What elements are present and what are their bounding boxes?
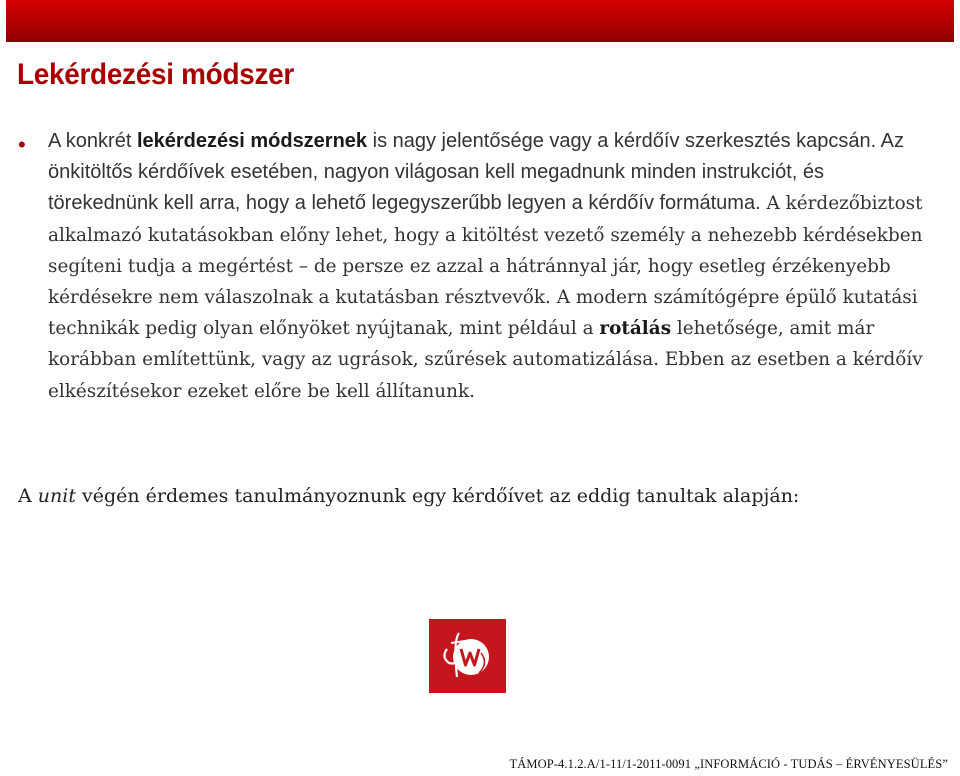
footer-project-code: TÁMOP-4.1.2.A/1-11/1-2011-0091 „INFORMÁCIÓ - TUDÁS – ÉRVÉNYESÜLÉS” (509, 757, 948, 771)
closing-text-2: végén érdemes tanulmányoznunk egy kérdőívet az eddig tanultak alapján: (75, 485, 800, 507)
paragraph-text-3: A kérdezőbiztost alkalmazó kutatásokban előny lehet, hogy a kitöltést vezető személy a nehezebb kérdésekben segíteni tudja a megértést – de persze ez azzal a hátránnyal jár, hogy esetleg érzékenyebb kérdésekre nem válaszolnak a kutatásban résztvevők. A modern számítógépre épülő kutatási technikák pedig olyan előnyöket nyújtanak, mint például a (48, 193, 923, 340)
paragraph-text-4: lehetősége, amit már korábban említettünk, vagy az ugrások, szűrések automatizálása. Ebben az esetben a kérdőív elkészítésekor ezeket előre be kell állítanunk. (48, 318, 923, 402)
paragraph-text-1: A konkrét (48, 130, 137, 152)
bullet-paragraph (48, 126, 928, 407)
fw-logo-icon (429, 619, 506, 693)
closing-text-1: A (18, 485, 38, 507)
header-bar (6, 0, 954, 42)
slide-title: Lekérdezési módszer (17, 58, 294, 91)
bullet-icon: • (18, 132, 26, 157)
emphasis-lekerdezesi-modszernek: lekérdezési módszernek (136, 130, 368, 152)
emphasis-rotalas: rotálás (599, 318, 672, 340)
closing-sentence (18, 485, 799, 507)
closing-italic-unit: unit (37, 485, 76, 507)
paragraph-text-2: is nagy jelentősége vagy a kérdőív szerkesztés kapcsán. Az önkitöltős kérdőívek esetében, nagyon világosan kell megadnunk minden instrukciót, és törekednünk kell arra, hogy a lehető legegyszerűbb legyen a kérdőív formátuma. (48, 130, 905, 215)
